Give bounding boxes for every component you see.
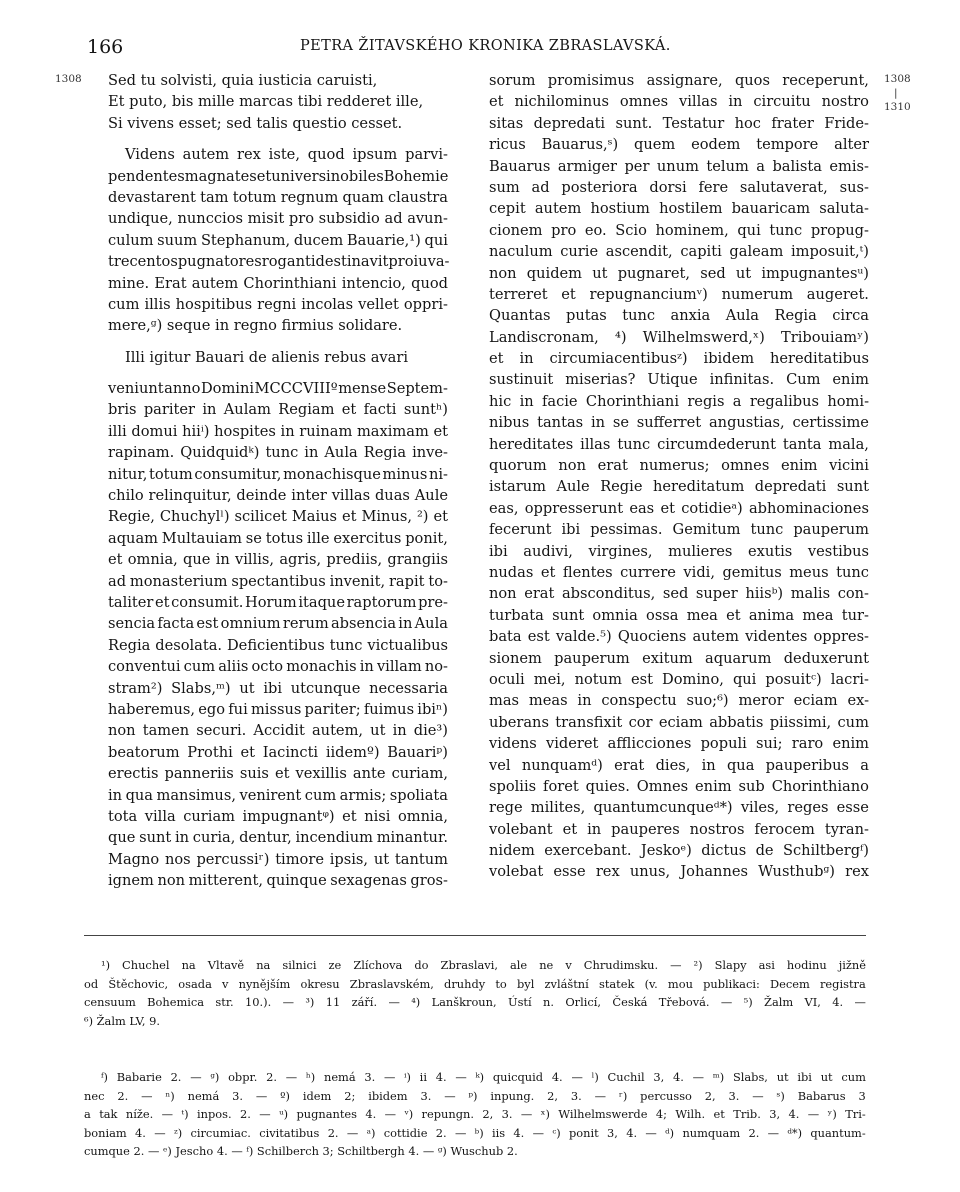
text-line: que sunt in curia, dentur, incendium minantur. bbox=[108, 829, 448, 847]
verse-block bbox=[108, 70, 448, 134]
text-line: tota villa curiam impugnantᵠ) et nisi omnia, bbox=[108, 807, 448, 825]
text-line: Videns autem rex iste, quod ipsum parvi- bbox=[125, 146, 448, 164]
historical-footnotes bbox=[84, 956, 866, 1030]
margin-year-left: 1308 bbox=[55, 73, 82, 85]
margin-year-range-bar: | bbox=[894, 87, 898, 99]
text-line: conventui cum aliis octo monachis in villam no- bbox=[108, 658, 448, 676]
text-line: non quidem ut pugnaret, sed ut impugnantesᵘ) bbox=[489, 264, 869, 282]
text-line: volebat esse rex unus, Johannes Wusthubᵍ) rex bbox=[489, 863, 869, 881]
text-line: hereditates illas tunc circumdederunt tanta mala, bbox=[489, 435, 869, 453]
text-line: pendentes magnates et universi nobiles Bohemie bbox=[108, 167, 449, 185]
text-line: cionem pro eo. Scio hominem, qui tunc propug- bbox=[489, 221, 869, 239]
text-line: non erat absconditus, sed super hiisᵇ) malis con- bbox=[489, 585, 869, 603]
text-line: cepit autem hostium hostilem bauaricam saluta- bbox=[489, 200, 869, 218]
text-line: et omnia, que in villis, agris, prediis, grangiis bbox=[108, 551, 448, 569]
text-line: veniunt anno Domini MCCCVIIIº mense Septem- bbox=[108, 380, 448, 398]
text-line: non tamen securi. Accidit autem, ut in die³) bbox=[108, 722, 448, 740]
footnote-separator bbox=[84, 935, 866, 936]
text-line: hic in facie Chorinthiani regis a regalibus homi- bbox=[489, 392, 869, 410]
footnote-line: ᶠ) Babarie 2. — ᵍ) obpr. 2. — ʰ) nemá 3. — ⁱ) ii 4. — ᵏ) quicquid 4. — ˡ) Cuchil 3, 4. — ᵐ) Slabs, ut ibi ut cum bbox=[101, 1070, 866, 1084]
text-line: videns videret afflicciones populi sui; raro enim bbox=[489, 735, 869, 753]
text-line: mere,ᵍ) seque in regno firmius solidare. bbox=[108, 317, 403, 335]
text-line: erectis panneriis suis et vexillis ante curiam, bbox=[108, 765, 448, 783]
text-line: illi domui hiiⁱ) hospites in ruinam maximam et bbox=[108, 422, 448, 440]
footnote-line: censuum Bohemica str. 10.). — ³) 11 září. — ⁴) Lanškroun, Ústí n. Orlicí, Česká Třebová. — ⁵) Žalm VI, 4. — bbox=[84, 995, 866, 1010]
text-line: istarum Aule Regie hereditatum depredati sunt bbox=[489, 478, 869, 496]
text-line: Quantas putas tunc anxia Aula Regia circa bbox=[489, 307, 869, 325]
verse-line: Sed tu solvisti, quia iusticia caruisti, bbox=[108, 72, 378, 89]
verse-line: Illi igitur Bauari de alienis rebus avari bbox=[125, 348, 409, 366]
text-line: terreret et repugnanciumᵛ) numerum augeret. bbox=[489, 285, 869, 303]
footnote-line: nec 2. — ⁿ) nemá 3. — º) idem 2; ibidem 3. — ᵖ) inpung. 2, 3. — ʳ) percusso 2, 3. — ˢ) Babarus 3 bbox=[84, 1088, 866, 1103]
text-line: fecerunt ibi pessimas. Gemitum tunc pauperum bbox=[489, 521, 869, 539]
text-line: taliter et consumit. Horum itaque raptorum pre- bbox=[108, 593, 448, 611]
text-line: sionem pauperum exitum aquarum deduxerunt bbox=[489, 649, 869, 667]
text-line: quorum non erat numerus; omnes enim vicini bbox=[489, 457, 869, 475]
text-line: nitur, totum consumitur, monachisque minus ni- bbox=[108, 465, 448, 483]
text-line: naculum curie ascendit, capiti galeam imposuit,ᵗ) bbox=[489, 243, 869, 261]
paragraph-2 bbox=[108, 378, 448, 891]
footnote-line: ⁶) Žalm LV, 9. bbox=[84, 1013, 160, 1028]
text-line: uberans transfixit cor eciam abbatis piissimi, cum bbox=[489, 713, 869, 731]
text-line: sorum promisimus assignare, quos receperunt, bbox=[489, 72, 869, 89]
text-line: Regia desolata. Deficientibus tunc victualibus bbox=[108, 636, 448, 654]
text-line: Landiscronam, ⁴) Wilhelmswerd,ˣ) Tribouiamʸ) bbox=[489, 328, 869, 346]
margin-year-right-bottom: 1310 bbox=[884, 101, 911, 113]
text-line: et nichilominus omnes villas in circuitu nostro bbox=[489, 93, 869, 111]
text-line: in qua mansimus, venirent cum armis; spoliata bbox=[108, 786, 448, 804]
text-line: oculi mei, notum est Domino, qui posuitᶜ) lacri- bbox=[489, 670, 869, 688]
text-line: sum ad posteriora dorsi fere salutaverat, sus- bbox=[489, 178, 869, 196]
footnote-line: a tak níže. — ᵗ) inpos. 2. — ᵘ) pugnantes 4. — ᵛ) repungn. 2, 3. — ˣ) Wilhelmswerde 4; Wilh. et Trib. 3, 4. — ʸ) Tri- bbox=[84, 1107, 866, 1122]
text-line: mine. Erat autem Chorinthiani intencio, quod bbox=[108, 274, 448, 292]
text-line: cum illis hospitibus regni incolas vellet oppri- bbox=[108, 295, 448, 313]
text-line: turbata sunt omnia ossa mea et anima mea tur- bbox=[489, 606, 869, 624]
text-line: stram²) Slabs,ᵐ) ut ibi utcunque necessaria bbox=[108, 679, 448, 697]
text-line: undique, nunccios misit pro subsidio ad avun- bbox=[108, 210, 448, 228]
text-line: devastarent tam totum regnum quam claustra bbox=[108, 188, 448, 206]
margin-year-right-top: 1308 bbox=[884, 73, 911, 85]
text-line: nibus tantas in se sufferret angustias, certissime bbox=[489, 414, 869, 432]
text-line: sustinuit miserias? Utique infinitas. Cum enim bbox=[489, 371, 869, 389]
text-line: sencia facta est omnium rerum absencia in Aula bbox=[108, 615, 448, 633]
text-line: beatorum Prothi et Iacincti iidemº) Bauariᵖ) bbox=[108, 743, 448, 761]
text-line: sitas depredati sunt. Testatur hoc frater Fride- bbox=[489, 114, 869, 132]
right-column bbox=[489, 70, 869, 883]
text-line: ignem non mitterent, quinque sexagenas gros- bbox=[108, 872, 448, 890]
verse-line: Si vivens esset; sed talis questio cesset. bbox=[108, 114, 403, 132]
text-line: Regie, Chuchylˡ) scilicet Maius et Minus, ²) et bbox=[108, 508, 448, 526]
text-line: rege milites, quantumcunqueᵈ*) viles, reges esse bbox=[489, 799, 869, 817]
text-line: Bauarus armiger per unum telum a balista emis- bbox=[489, 157, 869, 175]
text-line: aquam Multauiam se totus ille exercitus ponit, bbox=[108, 529, 448, 547]
text-line: mas meas in conspectu suo;⁶) meror eciam ex- bbox=[489, 692, 869, 710]
text-line: trecentos pugnatores roganti destinavit pro iuva- bbox=[108, 253, 450, 271]
text-line: volebant et in pauperes nostros ferocem tyran- bbox=[489, 820, 869, 838]
text-line: ibi audivi, virgines, mulieres exutis vestibus bbox=[489, 542, 869, 560]
text-line: culum suum Stephanum, ducem Bauarie,¹) qui bbox=[108, 231, 448, 249]
text-line: Magno nos percussiʳ) timore ipsis, ut tantum bbox=[108, 850, 448, 868]
text-line: eas, oppresserunt eas et cotidieᵃ) abhominaciones bbox=[489, 499, 869, 517]
variant-footnotes bbox=[84, 1068, 866, 1161]
page-number: 166 bbox=[87, 36, 124, 58]
text-line: nidem exercebant. Jeskoᵉ) dictus de Schiltbergᶠ) bbox=[489, 842, 869, 860]
footnote-line: boniam 4. — ᶻ) circumiac. civitatibus 2. — ᵃ) cottidie 2. — ᵇ) iis 4. — ᶜ) ponit 3, 4. — ᵈ) numquam 2. — ᵈ*) quantum- bbox=[84, 1125, 866, 1140]
verse-line: Et puto, bis mille marcas tibi redderet ille, bbox=[108, 93, 424, 111]
text-line: vel nunquamᵈ) erat dies, in qua pauperibus a bbox=[489, 756, 869, 774]
text-line: spoliis foret quies. Omnes enim sub Chorinthiano bbox=[489, 777, 869, 795]
left-column bbox=[108, 70, 448, 891]
text-line: bris pariter in Aulam Regiam et facti suntʰ) bbox=[108, 401, 448, 419]
paragraph-1 bbox=[108, 144, 448, 337]
text-line: et in circumiacentibusᶻ) ibidem hereditatibus bbox=[489, 350, 869, 368]
page-header bbox=[0, 36, 960, 60]
text-line: haberemus, ego fui missus pariter; fuimus ibiⁿ) bbox=[108, 700, 448, 718]
text-line: ad monasterium spectantibus invenit, rapit to- bbox=[108, 572, 448, 590]
footnote-line: cumque 2. — ᵉ) Jescho 4. — ᶠ) Schilberch 3; Schiltbergh 4. — ᵍ) Wuschub 2. bbox=[84, 1144, 518, 1159]
text-line: rapinam. Quidquidᵏ) tunc in Aula Regia inve- bbox=[108, 444, 448, 462]
running-title: PETRA ŽITAVSKÉHO KRONIKA ZBRASLAVSKÁ. bbox=[300, 38, 671, 54]
footnote-line: ¹) Chuchel na Vltavě na silnici ze Zlíchova do Zbraslavi, ale ne v Chrudimsku. — ²) Slapy asi hodinu jižně bbox=[101, 958, 866, 972]
text-line: nudas et flentes currere vidi, gemitus meus tunc bbox=[489, 563, 869, 581]
text-line: chilo relinquitur, deinde inter villas duas Aule bbox=[108, 487, 448, 505]
footnote-line: od Štěchovic, osada v nynějším okresu Zbraslavském, druhdy to byl zvláštní statek (v. mou publikaci: Decem registra bbox=[84, 976, 866, 991]
text-line: ricus Bauarus,ˢ) quem eodem tempore alter bbox=[489, 136, 869, 154]
text-line: bata est valde.⁵) Quociens autem videntes oppres- bbox=[489, 628, 869, 646]
